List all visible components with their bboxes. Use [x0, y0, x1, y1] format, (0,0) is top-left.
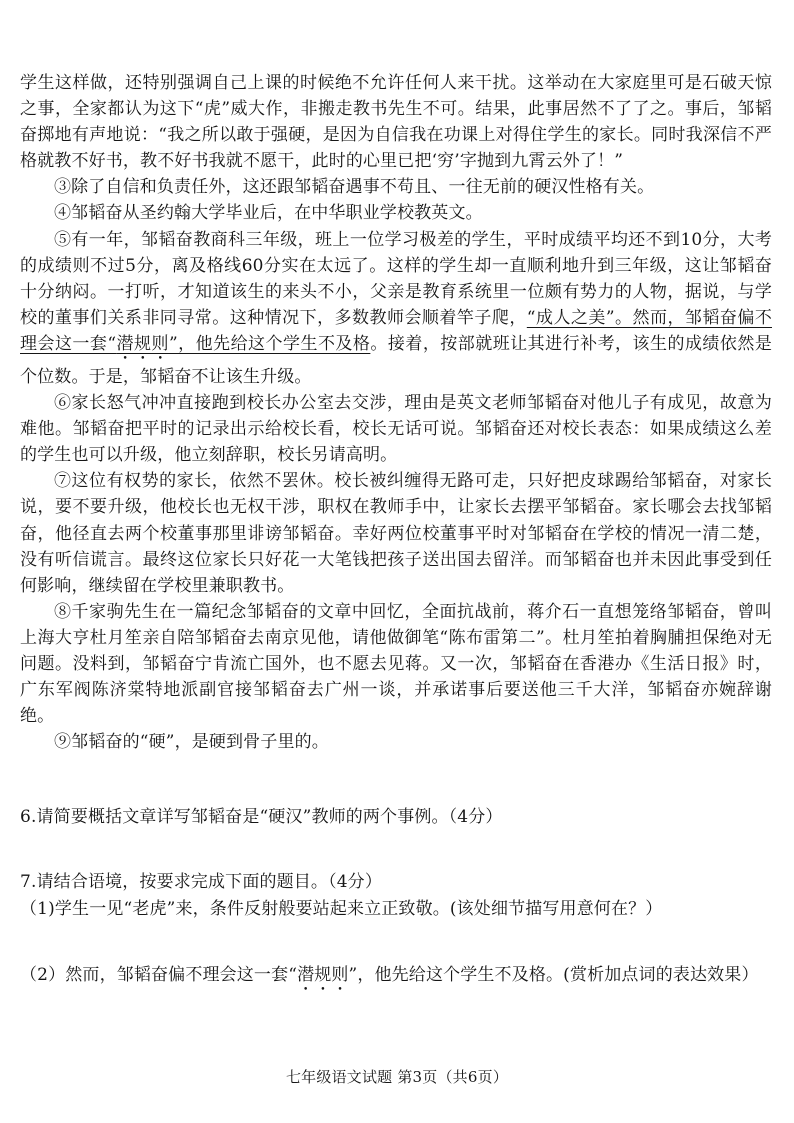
question-7-2-text — [20, 962, 772, 995]
article-text — [20, 70, 772, 755]
question-7-2-part-a: （2）然而，邹韬奋偏不理会这一套“ — [20, 965, 298, 985]
paragraph-5 — [20, 227, 772, 390]
underlined-part-1: “成人之美”。然而，邹韬奋偏不理会这一套“ — [20, 307, 772, 354]
question-6-text: 6.请简要概括文章详写邹韬奋是“硬汉”教师的两个事例。（4分） — [20, 807, 503, 827]
question-7-2 — [20, 962, 772, 995]
page-footer: 七年级语文试题 第3页（共6页） — [285, 1068, 509, 1086]
dotted-word: 潜规则 — [116, 333, 169, 354]
question-7-text: 7.请结合语境，按要求完成下面的题目。（4分） — [20, 872, 382, 892]
question-6 — [20, 804, 772, 831]
paragraph-4: ④邹韬奋从圣约翰大学毕业后，在中华职业学校教英文。 — [54, 203, 483, 224]
paragraph-8: ⑧千家驹先生在一篇纪念邹韬奋的文章中回忆，全面抗战前，蒋介石一直想笼络邹韬奋，曾叫上海大亨杜月笙亲自陪邹韬奋去南京见他，请他做御笔“陈布雷第二”。杜月笙拍着胸脯担保绝对无问题。没料到，邹韬奋宁肯流亡国外，也不愿去见蒋。又一次，邹韬奋在香港办《生活日报》时，广东军阀陈济棠特地派副官接邹韬奋去广州一谈，并承诺事后要送他三千大洋，邹韬奋亦婉辞谢绝。 — [20, 601, 772, 727]
question-7-2-part-b: ”，他先给这个学生不及格。(赏析加点词的表达效果） — [348, 965, 759, 985]
paragraph-continued: 学生这样做，还特别强调自己上课的时候绝不允许任何人来干扰。这举动在大家庭里可是石破天惊之事，全家都认为这下“虎”威大作，非搬走教书先生不可。结果，此事居然不了了之。事后，邹韬奋掷地有声地说：“我之所以敢于强硬，是因为自信我在功课上对得住学生的家长。同时我深信不严格就教不好书，教不好书我就不愿干，此时的心里已把‘穷’字抛到九霄云外了！” — [20, 73, 772, 172]
paragraph-6: ⑥家长怒气冲冲直接跑到校长办公室去交涉，理由是英文老师邹韬奋对他儿子有成见，故意为难他。邹韬奋把平时的记录出示给校长看，校长无话可说。邹韬奋还对校长表态：如果成绩这么差的学生也可以升级，他立刻辞职，校长另请高明。 — [20, 393, 772, 466]
question-7 — [20, 869, 772, 923]
question-7-2-dotted-word: 潜规则 — [297, 965, 349, 985]
paragraph-5-part-a: ⑤有一年，邹韬奋教商科三年级，班上一位学习极差的学生，平时成绩平均还不到10分，大考的成绩则不过5分，离及格线60分实在太远了。这样的学生却一直顺利地升到三年级，这让邹韬奋十分纳闷。一打听，才知道该生的来头不小，父亲是教育系统里一位颇有势力的人物，据说，与学校的董事们关系非同寻常。这种情况下，多数教师会顺着竿子爬， — [20, 229, 772, 328]
question-7-1: （1)学生一见“老虎”来，条件反射般要站起来立正致敬。(该处细节描写用意何在？） — [20, 899, 663, 919]
paragraph-7: ⑦这位有权势的家长，依然不罢休。校长被纠缠得无路可走，只好把皮球踢给邹韬奋，对家长说，要不要升级，他校长也无权干涉，职权在教师手中，让家长去摆平邹韬奋。家长哪会去找邹韬奋，他径直去两个校董事那里诽谤邹韬奋。幸好两位校董事平时对邹韬奋在学校的情况一清二楚，没有听信谎言。最终这位家长只好花一大笔钱把孩子送出国去留洋。而邹韬奋也并未因此事受到任何影响，继续留在学校里兼职教书。 — [20, 471, 772, 596]
paragraph-3: ③除了自信和负责任外，这还跟邹韬奋遇事不苟且、一往无前的硬汉性格有关。 — [54, 177, 655, 198]
paragraph-5-part-b: 。接着，按部就班让其进行补考，该生的成绩依然是个位数。于是，邹韬奋不让该生升级。 — [20, 333, 773, 387]
paragraph-9: ⑨邹韬奋的“硬”，是硬到骨子里的。 — [54, 732, 329, 753]
underlined-part-2: ”，他先给这个学生不及格 — [168, 333, 371, 354]
